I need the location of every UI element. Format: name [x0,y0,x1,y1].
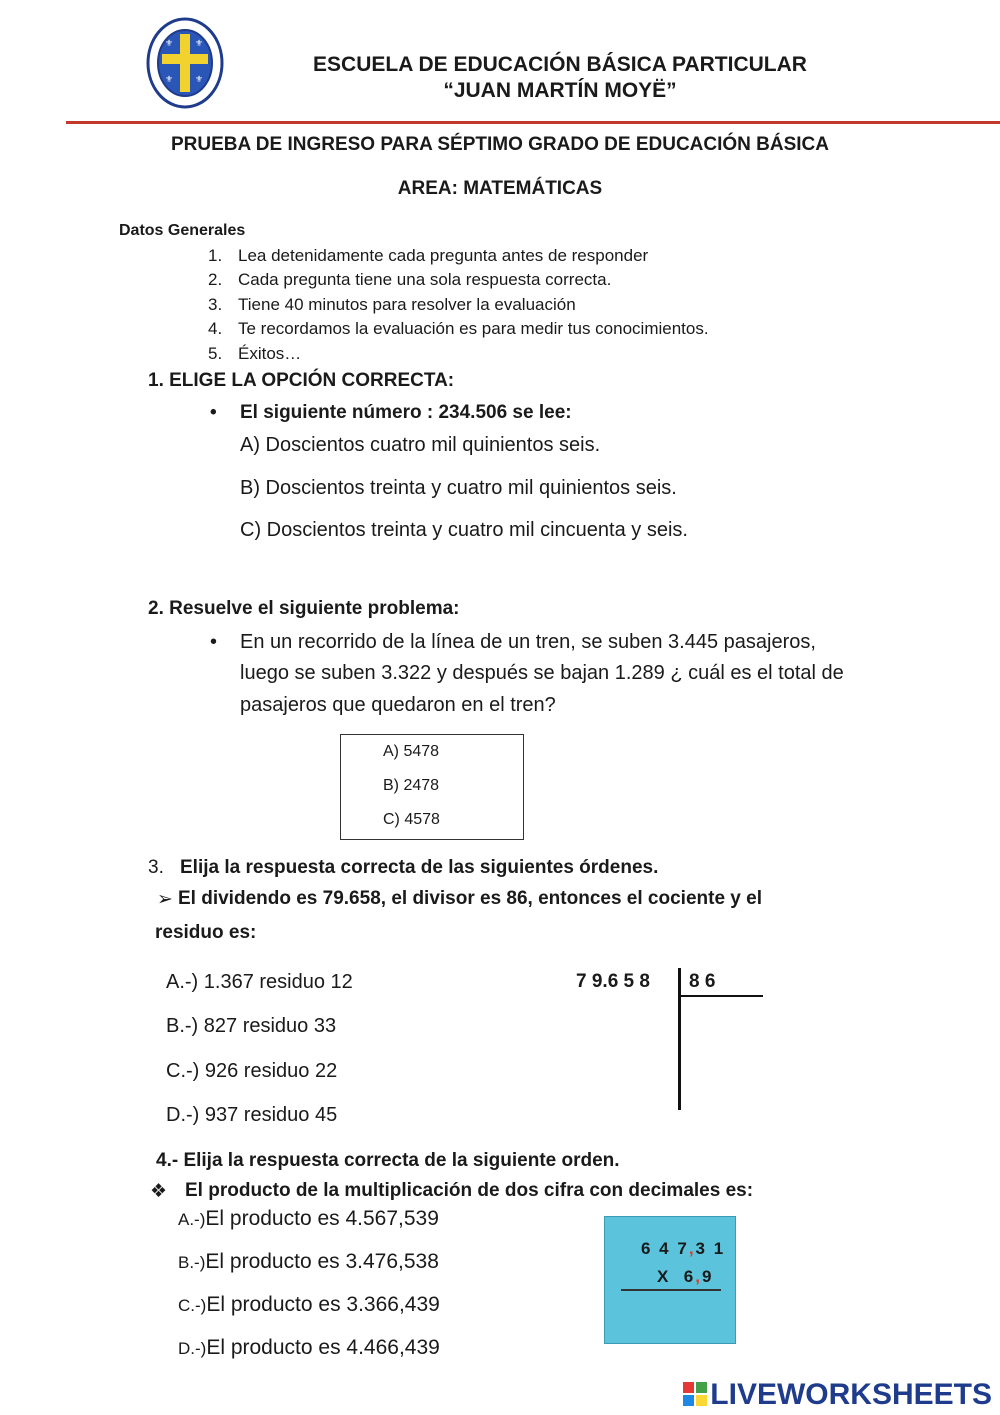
header-divider [66,121,1000,124]
liveworksheets-text: LIVEWORKSHEETS [710,1378,992,1411]
q1-bullet: • [210,402,217,423]
multiplier: X 6,9 [657,1267,714,1286]
q2-option-b[interactable]: B) 2478 [383,777,440,794]
instruction-item: 5. Éxitos… [208,344,302,363]
q3-option-c[interactable]: C.-) 926 residuo 22 [166,1060,338,1082]
q2-option-c[interactable]: C) 4578 [383,811,440,828]
q2-option-a[interactable]: A) 5478 [383,743,440,760]
q4-option-c[interactable]: C.-)El producto es 3.366,439 [178,1293,440,1316]
division-dividend: 7 9.6 5 8 [576,971,650,992]
q4-diamond-icon: ❖ [150,1181,168,1202]
multiplication-line [621,1289,721,1291]
q1-heading: 1. ELIGE LA OPCIÓN CORRECTA: [148,370,455,391]
general-heading: Datos Generales [119,222,246,239]
instruction-item: 1. Lea detenidamente cada pregunta antes de responder [208,246,649,265]
svg-text:⚜: ⚜ [195,74,204,84]
liveworksheets-logo [682,1378,992,1412]
instruction-item: 2. Cada pregunta tiene una sola respuesta correcta. [208,270,612,289]
q3-number: 3. [148,857,164,878]
svg-text:⚜: ⚜ [165,74,174,84]
school-name-line2: “JUAN MARTÍN MOYË” [443,79,677,102]
q1-option-b[interactable]: B) Doscientos treinta y cuatro mil quinientos seis. [240,477,677,499]
q1-option-a[interactable]: A) Doscientos cuatro mil quinientos seis. [240,434,601,456]
q2-line: pasajeros que quedaron en el tren? [240,694,556,716]
division-divisor: 8 6 [689,971,716,992]
instruction-item: 4. Te recordamos la evaluación es para medir tus conocimientos. [208,319,709,338]
q1-prompt: El siguiente número : 234.506 se lee: [240,402,572,423]
q2-line: En un recorrido de la línea de un tren, se suben 3.445 pasajeros, [240,631,816,653]
division-bracket-horizontal [678,995,763,997]
multiplicand: 6 4 7,3 1 [641,1239,726,1258]
liveworksheets-icon [682,1381,708,1407]
q3-heading: Elija la respuesta correcta de las siguientes órdenes. [180,857,659,878]
q3-prompt-line1: El dividendo es 79.658, el divisor es 86, entonces el cociente y el [178,888,762,909]
q2-heading: 2. Resuelve el siguiente problema: [148,598,460,619]
q2-bullet: • [210,631,218,653]
q4-option-b[interactable]: B.-)El producto es 3.476,538 [178,1250,439,1273]
q3-option-b[interactable]: B.-) 827 residuo 33 [166,1015,337,1037]
q4-option-a[interactable]: A.-)El producto es 4.567,539 [178,1207,439,1230]
logo-text [0,0,1,1]
svg-text:⚜: ⚜ [195,38,204,48]
q3-arrow-icon: ➢ [157,889,173,910]
q4-heading: 4.- Elija la respuesta correcta de la siguiente orden. [156,1150,620,1171]
multiplication-box [604,1216,736,1344]
q2-options-box [340,734,524,840]
school-name-line1: ESCUELA DE EDUCACIÓN BÁSICA PARTICULAR [313,53,807,76]
school-logo [145,16,225,110]
area-title: AREA: MATEMÁTICAS [397,178,603,199]
q3-option-d[interactable]: D.-) 937 residuo 45 [166,1104,338,1126]
division-bracket-vertical [678,968,681,1110]
q3-option-a[interactable]: A.-) 1.367 residuo 12 [166,971,353,993]
test-title: PRUEBA DE INGRESO PARA SÉPTIMO GRADO DE EDUCACIÓN BÁSICA [170,134,829,155]
q4-prompt: El producto de la multiplicación de dos cifra con decimales es: [185,1180,754,1201]
q1-option-c[interactable]: C) Doscientos treinta y cuatro mil cincuenta y seis. [240,519,688,541]
q4-option-d[interactable]: D.-)El producto es 4.466,439 [178,1336,440,1359]
q2-line: luego se suben 3.322 y después se bajan 1.289 ¿ cuál es el total de [240,662,844,684]
q3-prompt-line2: residuo es: [155,922,257,943]
svg-text:⚜: ⚜ [165,38,174,48]
instruction-item: 3. Tiene 40 minutos para resolver la evaluación [208,295,576,314]
